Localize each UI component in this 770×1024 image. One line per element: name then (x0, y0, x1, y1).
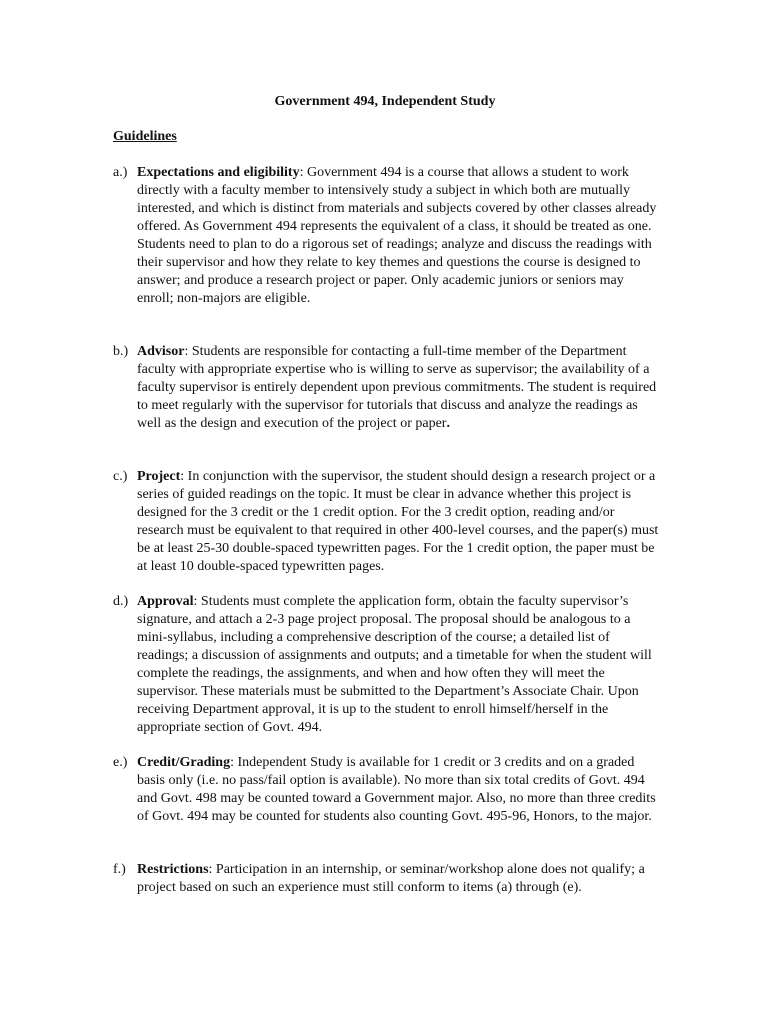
guideline-item-project (113, 468, 663, 576)
item-body (137, 593, 662, 737)
item-marker: f.) (113, 862, 126, 877)
guideline-item-approval (113, 593, 663, 737)
item-body (137, 468, 662, 576)
guidelines-heading: Guidelines (113, 129, 177, 144)
item-marker: a.) (113, 165, 128, 180)
item-end-punct: . (446, 416, 450, 431)
guideline-item-expectations (113, 164, 663, 308)
item-body (137, 164, 662, 308)
item-label: Restrictions (137, 862, 209, 877)
guideline-item-restrictions (113, 861, 663, 897)
item-marker: d.) (113, 594, 129, 609)
item-label: Approval (137, 594, 194, 609)
item-marker: c.) (113, 469, 128, 484)
item-label: Expectations and eligibility (137, 165, 300, 180)
item-marker: b.) (113, 344, 129, 359)
item-body (137, 861, 662, 897)
item-label: Advisor (137, 344, 185, 359)
item-body (137, 754, 662, 826)
item-marker: e.) (113, 755, 128, 770)
item-body (137, 343, 662, 433)
item-text: : Students are responsible for contacting a full-time member of the Department faculty with appropriate expertise who is willing to serve as supervisor; the availability of a faculty supervisor is entirely dependent upon previous commitments. The student is required to meet regularly with the supervisor for tutorials that discuss and analyze the readings as well as the design and execution of the project or paper (137, 344, 657, 431)
item-label: Credit/Grading (137, 755, 231, 770)
item-text: : In conjunction with the supervisor, the student should design a research project or a series of guided readings on the topic. It must be clear in advance whether this project is designed for the 3 credit or the 1 credit option. For the 3 credit option, reading and/or research must be equivalent to that required in other 400-level courses, and the paper(s) must be at least 25-30 double-spaced typewritten pages. For the 1 credit option, the paper must be at least 10 double-spaced typewritten pages. (137, 469, 659, 574)
item-text: : Independent Study is available for 1 credit or 3 credits and on a graded basis only (i.e. no pass/fail option is available). No more than six total credits of Govt. 494 and Govt. 498 may be counted toward a Government major. Also, no more than three credits of Govt. 494 may be counted for students also counting Govt. 495-96, Honors, to the major. (137, 755, 656, 824)
guideline-item-advisor (113, 343, 663, 433)
item-label: Project (137, 469, 181, 484)
item-text: : Participation in an internship, or seminar/workshop alone does not qualify; a project based on such an experience must still conform to items (a) through (e). (137, 862, 645, 895)
document-title: Government 494, Independent Study (274, 94, 496, 109)
guideline-item-credit-grading (113, 754, 663, 826)
item-text: : Government 494 is a course that allows a student to work directly with a faculty member to intensively study a subject in which both are mutually interested, and which is distinct from materials and subjects covered by other classes already offered. As Government 494 represents the equivalent of a class, it should be treated as one. Students need to plan to do a rigorous set of readings; analyze and discuss the readings with their supervisor and how they relate to key themes and questions the course is designed to answer; and produce a research project or paper. Only academic juniors or seniors may enroll; non-majors are eligible. (137, 165, 657, 306)
item-text: : Students must complete the application form, obtain the faculty supervisor’s signature, and attach a 2-3 page project proposal. The proposal should be analogous to a mini-syllabus, including a comprehensive description of the course; a detailed list of readings; a discussion of assignments and outputs; and a timetable for when the student will complete the readings, the assignments, and when and how often they will meet the supervisor. These materials must be submitted to the Department’s Associate Chair. Upon receiving Department approval, it is up to the student to enroll himself/herself in the appropriate section of Govt. 494. (137, 594, 652, 735)
